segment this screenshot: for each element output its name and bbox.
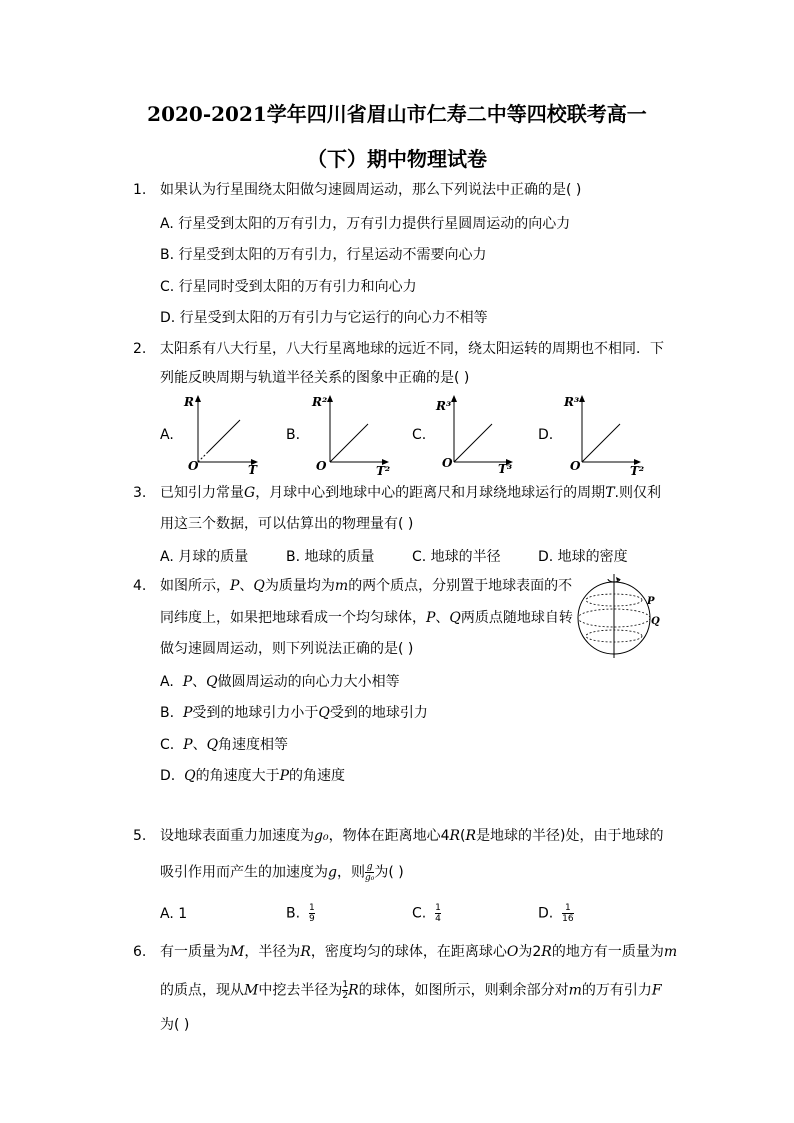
- q4-option-c: C. P、Q角速度相等: [160, 737, 289, 753]
- q2-stem-line2: 列能反映周期与轨道半径关系的图象中正确的是( ): [160, 370, 470, 386]
- q2-graph-a-origin: O: [188, 459, 199, 473]
- q2-option-c-label: C.: [412, 427, 427, 443]
- q2-graph-a-y-label: R: [184, 395, 194, 409]
- q6-stem-line3: 为( ): [160, 1017, 190, 1033]
- q2-graph-c-x-label: T³: [498, 462, 513, 476]
- q1-option-c: C. 行星同时受到太阳的万有引力和向心力: [160, 279, 417, 295]
- q2-graph-d: [558, 392, 645, 478]
- page-title-line1: 2020-2021学年四川省眉山市仁寿二中等四校联考高一: [147, 102, 647, 126]
- q3-option-a: A. 月球的质量: [160, 549, 249, 565]
- page-title-line2: （下）期中物理试卷: [307, 147, 487, 171]
- q2-graph-c-origin: O: [442, 456, 453, 470]
- q3-option-d: D. 地球的密度: [538, 549, 628, 565]
- q3-stem-line2: 用这三个数据，可以估算出的物理量有( ): [160, 516, 414, 532]
- q1-option-d: D. 行星受到太阳的万有引力与它运行的向心力不相等: [160, 310, 488, 326]
- q5-fraction: $\frac{g}{\text{g₀}}$: [364, 862, 375, 883]
- q4-figure-label-p: P: [647, 596, 655, 607]
- q1-option-b: B. 行星受到太阳的万有引力，行星运动不需要向心力: [160, 247, 487, 263]
- q2-graph-d-origin: O: [570, 459, 581, 473]
- q5-option-a: A. 1: [160, 906, 188, 922]
- q2-option-d-label: D.: [538, 427, 554, 443]
- q1-number: 1.: [133, 182, 147, 198]
- q5-number: 5.: [133, 828, 147, 844]
- q4-figure-label-q: Q: [651, 616, 660, 627]
- q5-stem-line2: 吸引作用而产生的加速度为g，则$\frac{g}{\text{g₀}}$ 为( ): [160, 862, 404, 883]
- q2-graph-d-y-label: R³: [564, 395, 580, 409]
- q6-stem-line1: 有一质量为M，半径为R，密度均匀的球体，在距离球心O为2R的地方有一质量为m: [160, 944, 678, 960]
- q2-graph-a: [180, 392, 260, 477]
- q5-option-d: D. $\frac{1}{16}$: [538, 903, 574, 924]
- q3-number: 3.: [133, 485, 147, 501]
- q5-stem-line1: 设地球表面重力加速度为g₀，物体在距离地心4R(R是地球的半径)处，由于地球的: [160, 828, 664, 844]
- q5-option-c: C. $\frac{1}{4}$: [412, 903, 441, 924]
- q2-graph-b-x-label: T²: [376, 464, 391, 478]
- q4-option-d: D. Q的角速度大于P的角速度: [160, 768, 346, 784]
- q4-stem-line1: 如图所示，P、Q为质量均为m的两个质点，分别置于地球表面的不: [160, 578, 573, 594]
- q4-stem-line2: 同纬度上，如果把地球看成一个均匀球体，P、Q两质点随地球自转: [160, 610, 573, 626]
- q6-number: 6.: [133, 944, 147, 960]
- q4-option-b: B. P受到的地球引力小于Q受到的地球引力: [160, 705, 428, 721]
- q2-number: 2.: [133, 341, 147, 357]
- q4-number: 4.: [133, 578, 147, 594]
- q4-stem-line3: 做匀速圆周运动，则下列说法正确的是( ): [160, 641, 414, 657]
- q2-graph-d-x-label: T²: [630, 464, 645, 478]
- q2-stem-line1: 太阳系有八大行星，八大行星离地球的远近不同，绕太阳运转的周期也不相同．下: [160, 341, 664, 357]
- q4-earth-figure: [574, 570, 664, 660]
- q3-option-c: C. 地球的半径: [412, 549, 501, 565]
- q3-option-b: B. 地球的质量: [286, 549, 375, 565]
- q2-graph-b-y-label: R²: [312, 395, 328, 409]
- q2-graph-c-y-label: R³: [436, 399, 452, 413]
- q2-graph-b-origin: O: [316, 459, 327, 473]
- q2-graph-a-x-label: T: [248, 463, 257, 477]
- q2-graph-c: [432, 392, 513, 476]
- q4-option-a: A. P、Q做圆周运动的向心力大小相等: [160, 674, 400, 690]
- q2-option-b-label: B.: [286, 427, 301, 443]
- q2-option-a-label: A.: [160, 427, 174, 443]
- q6-stem-line2: 的质点，现从M中挖去半径为$\frac{1}{2}$ R的球体，如图所示，则剩余部分对m的万有引力F: [160, 980, 662, 1001]
- q3-stem-line1: 已知引力常量G，月球中心到地球中心的距离尺和月球绕地球运行的周期T.则仅利: [160, 485, 661, 501]
- q1-option-a: A. 行星受到太阳的万有引力，万有引力提供行星圆周运动的向心力: [160, 216, 571, 232]
- q2-graph-b: [306, 392, 391, 478]
- q1-stem: 如果认为行星围绕太阳做匀速圆周运动，那么下列说法中正确的是( ): [160, 182, 582, 198]
- q5-option-b: B. $\frac{1}{9}$: [286, 903, 315, 924]
